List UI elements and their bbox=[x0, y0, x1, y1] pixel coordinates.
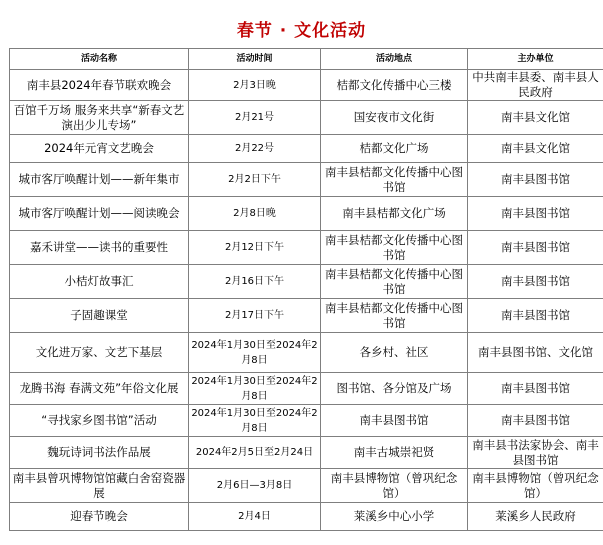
organizer-cell: 南丰县图书馆 bbox=[468, 231, 603, 265]
activity-time-cell: 2月2日下午 bbox=[189, 163, 321, 197]
organizer-cell: 南丰县书法家协会、南丰县图书馆 bbox=[468, 437, 603, 469]
activity-time-cell: 2月21号 bbox=[189, 101, 321, 135]
activity-name-cell: 城市客厅唤醒计划——新年集市 bbox=[10, 163, 189, 197]
organizer-cell: 莱溪乡人民政府 bbox=[468, 503, 603, 531]
header-activity-location: 活动地点 bbox=[321, 49, 468, 70]
table-row bbox=[10, 265, 603, 299]
activity-location-cell: 南丰县桔都文化传播中心图书馆 bbox=[321, 299, 468, 333]
activity-time-cell: 2月12日下午 bbox=[189, 231, 321, 265]
activity-location-cell: 南丰县桔都文化传播中心图书馆 bbox=[321, 163, 468, 197]
activity-name-cell: 龙腾书海 春满文苑”年俗文化展 bbox=[10, 373, 189, 405]
activity-time-cell: 2月16日下午 bbox=[189, 265, 321, 299]
activity-name-cell: 魏玩诗词书法作品展 bbox=[10, 437, 189, 469]
activity-name-cell: 小桔灯故事汇 bbox=[10, 265, 189, 299]
table-row bbox=[10, 231, 603, 265]
activity-name-cell: 南丰县2024年春节联欢晚会 bbox=[10, 70, 189, 101]
table-row bbox=[10, 101, 603, 135]
activity-location-cell: 南丰县桔都文化传播中心图书馆 bbox=[321, 231, 468, 265]
organizer-cell: 南丰县图书馆 bbox=[468, 197, 603, 231]
activity-name-cell: 文化进万家、文艺下基层 bbox=[10, 333, 189, 373]
activity-location-cell: 南丰县博物馆（曾巩纪念馆） bbox=[321, 469, 468, 503]
activity-time-cell: 2月17日下午 bbox=[189, 299, 321, 333]
organizer-cell: 南丰县图书馆 bbox=[468, 265, 603, 299]
table-row bbox=[10, 163, 603, 197]
activity-time-cell: 2月22号 bbox=[189, 135, 321, 163]
activity-name-cell: 2024年元宵文艺晚会 bbox=[10, 135, 189, 163]
activity-time-cell: 2月8日晚 bbox=[189, 197, 321, 231]
table-row bbox=[10, 299, 603, 333]
activity-time-cell: 2月6日—3月8日 bbox=[189, 469, 321, 503]
activity-name-cell: 迎春节晚会 bbox=[10, 503, 189, 531]
table-row bbox=[10, 469, 603, 503]
organizer-cell: 南丰县图书馆 bbox=[468, 163, 603, 197]
activity-name-cell: “寻找家乡图书馆”活动 bbox=[10, 405, 189, 437]
activity-name-cell: 城市客厅唤醒计划——阅读晚会 bbox=[10, 197, 189, 231]
activity-location-cell: 桔都文化传播中心三楼 bbox=[321, 70, 468, 101]
activity-location-cell: 莱溪乡中心小学 bbox=[321, 503, 468, 531]
organizer-cell: 南丰县文化馆 bbox=[468, 101, 603, 135]
page-title: 春节 · 文化活动 bbox=[236, 21, 367, 41]
organizer-cell: 南丰县图书馆 bbox=[468, 299, 603, 333]
table-row bbox=[10, 503, 603, 531]
activity-location-cell: 国安夜市文化街 bbox=[321, 101, 468, 135]
activity-time-cell: 2024年1月30日至2024年2月8日 bbox=[189, 373, 321, 405]
activity-time-cell: 2月4日 bbox=[189, 503, 321, 531]
activity-location-cell: 南丰县桔都文化广场 bbox=[321, 197, 468, 231]
table-row bbox=[10, 437, 603, 469]
organizer-cell: 中共南丰县委、南丰县人民政府 bbox=[468, 70, 603, 101]
organizer-cell: 南丰县图书馆、文化馆 bbox=[468, 333, 603, 373]
activity-location-cell: 南丰古城崇祀贤 bbox=[321, 437, 468, 469]
activity-name-cell: 南丰县曾巩博物馆馆藏白舍窑瓷器展 bbox=[10, 469, 189, 503]
activity-location-cell: 桔都文化广场 bbox=[321, 135, 468, 163]
table-row bbox=[10, 405, 603, 437]
activity-location-cell: 南丰县桔都文化传播中心图书馆 bbox=[321, 265, 468, 299]
organizer-cell: 南丰县图书馆 bbox=[468, 373, 603, 405]
header-activity-name: 活动名称 bbox=[10, 49, 189, 70]
activity-name-cell: 百馆千万场 服务来共享“新春文艺演出少儿专场” bbox=[10, 101, 189, 135]
activity-name-cell: 子固趣课堂 bbox=[10, 299, 189, 333]
activity-time-cell: 2024年2月5日至2月24日 bbox=[189, 437, 321, 469]
header-activity-time: 活动时间 bbox=[189, 49, 321, 70]
table-row bbox=[10, 135, 603, 163]
activity-time-cell: 2月3日晚 bbox=[189, 70, 321, 101]
activity-time-cell: 2024年1月30日至2024年2月8日 bbox=[189, 333, 321, 373]
organizer-cell: 南丰县图书馆 bbox=[468, 405, 603, 437]
table-header-row bbox=[10, 49, 603, 70]
activity-location-cell: 图书馆、各分馆及广场 bbox=[321, 373, 468, 405]
table-row bbox=[10, 333, 603, 373]
activity-name-cell: 嘉禾讲堂——读书的重要性 bbox=[10, 231, 189, 265]
table-row bbox=[10, 70, 603, 101]
header-organizer: 主办单位 bbox=[468, 49, 603, 70]
organizer-cell: 南丰县博物馆（曾巩纪念馆） bbox=[468, 469, 603, 503]
activity-location-cell: 各乡村、社区 bbox=[321, 333, 468, 373]
activity-location-cell: 南丰县图书馆 bbox=[321, 405, 468, 437]
activity-time-cell: 2024年1月30日至2024年2月8日 bbox=[189, 405, 321, 437]
table-row bbox=[10, 373, 603, 405]
table-row bbox=[10, 197, 603, 231]
organizer-cell: 南丰县文化馆 bbox=[468, 135, 603, 163]
activity-table bbox=[9, 48, 603, 531]
